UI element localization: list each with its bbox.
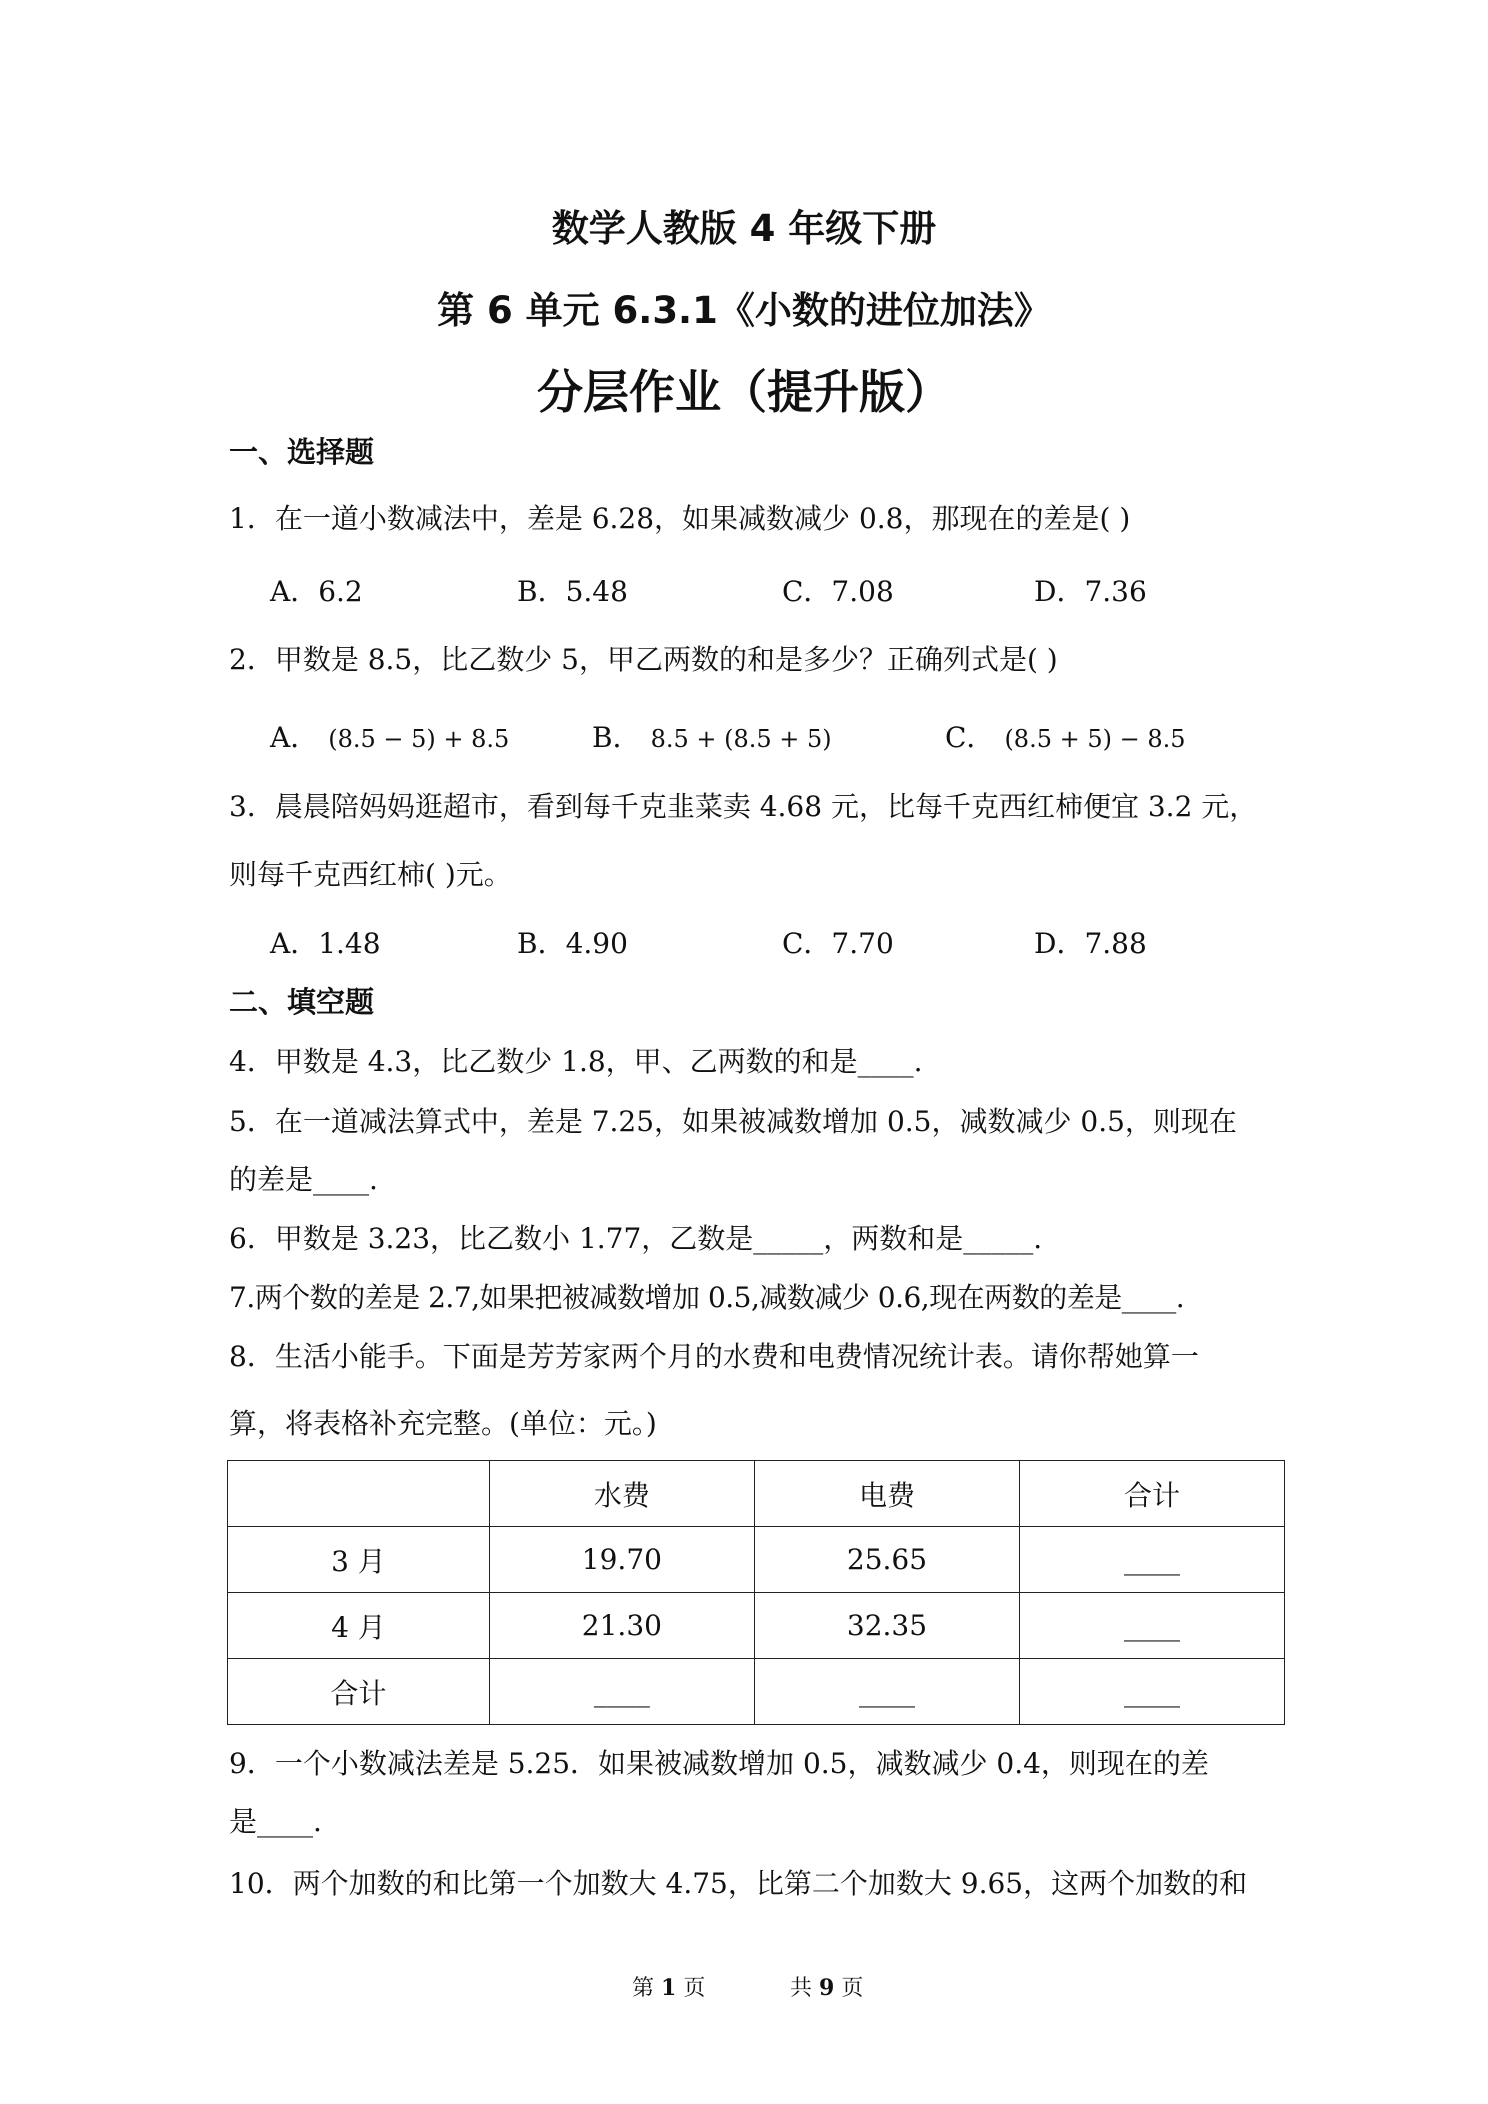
question-8-line-2: 算，将表格补充完整。(单位：元。) <box>229 1407 657 1440</box>
footer-prefix: 第 <box>632 1976 655 2001</box>
title-unit: 第 6 单元 6.3.1《小数的进位加法》 <box>437 289 1051 332</box>
table-header-cell: 合计 <box>1020 1461 1285 1527</box>
footer-total-prefix: 共 <box>790 1976 813 2001</box>
table-cell: 合计 <box>228 1659 490 1725</box>
table-blank-cell: ____ <box>754 1659 1019 1725</box>
question-8-line-1: 8．生活小能手。下面是芳芳家两个月的水费和电费情况统计表。请你帮她算一 <box>229 1340 1199 1373</box>
q3-option-a: A．1.48 <box>270 927 381 960</box>
question-2: 2．甲数是 8.5，比乙数少 5，甲乙两数的和是多少？正确列式是( ) <box>229 643 1058 676</box>
table-cell: 25.65 <box>754 1527 1019 1593</box>
q2-option-a <box>270 716 509 756</box>
table-cell: 4 月 <box>228 1593 490 1659</box>
title-homework: 分层作业（提升版） <box>537 365 951 419</box>
q2-option-b-expr: 8.5 + (8.5 + 5) <box>650 725 832 753</box>
table-row <box>228 1593 1285 1659</box>
footer-mid: 页 <box>683 1976 706 2001</box>
question-4: 4．甲数是 4.3，比乙数少 1.8，甲、乙两数的和是____. <box>229 1045 923 1078</box>
section-choice: 一、选择题 <box>229 435 375 469</box>
question-6: 6．甲数是 3.23，比乙数小 1.77，乙数是_____，两数和是_____. <box>229 1222 1043 1255</box>
q2-option-b <box>592 716 832 756</box>
section-fill-blank: 二、填空题 <box>229 985 375 1019</box>
question-5-line-1: 5．在一道减法算式中，差是 7.25，如果被减数增加 0.5，减数减少 0.5，则现在 <box>229 1105 1237 1138</box>
footer-page: 1 <box>661 1975 677 2001</box>
q2-option-c-label: C． <box>945 721 995 754</box>
page-number <box>632 1971 705 2002</box>
table-cell: 32.35 <box>754 1593 1019 1659</box>
question-3-line-1: 3．晨晨陪妈妈逛超市，看到每千克韭菜卖 4.68 元，比每千克西红柿便宜 3.2 元， <box>229 790 1258 823</box>
q2-option-b-label: B． <box>592 721 641 754</box>
question-10: 10．两个加数的和比第一个加数大 4.75，比第二个加数大 9.65，这两个加数的和 <box>229 1867 1248 1900</box>
table-cell: 3 月 <box>228 1527 490 1593</box>
footer-total: 9 <box>819 1975 835 2001</box>
q1-option-a: A．6.2 <box>270 575 363 608</box>
question-5-line-2: 的差是____. <box>229 1163 378 1196</box>
question-9-line-1: 9．一个小数减法差是 5.25．如果被减数增加 0.5，减数减少 0.4，则现在的差 <box>229 1747 1209 1780</box>
q2-option-a-expr: (8.5 − 5) + 8.5 <box>328 725 510 753</box>
question-3-line-2: 则每千克西红柿( )元。 <box>229 858 512 891</box>
table-cell: 19.70 <box>489 1527 754 1593</box>
q1-option-d: D．7.36 <box>1034 575 1147 608</box>
table-header-cell: 电费 <box>754 1461 1019 1527</box>
q2-option-c <box>945 716 1186 756</box>
q1-option-b: B．5.48 <box>517 575 628 608</box>
page-total <box>790 1971 863 2002</box>
table-row <box>228 1659 1285 1725</box>
q3-option-b: B．4.90 <box>517 927 628 960</box>
table-blank-cell: ____ <box>1020 1527 1285 1593</box>
question-7: 7.两个数的差是 2.7,如果把被减数增加 0.5,减数减少 0.6,现在两数的差是____. <box>229 1281 1185 1314</box>
fee-table <box>227 1460 1285 1725</box>
footer-suffix: 页 <box>841 1976 864 2001</box>
table-header-cell: 水费 <box>489 1461 754 1527</box>
q3-option-d: D．7.88 <box>1034 927 1147 960</box>
table-header-row <box>228 1461 1285 1527</box>
table-cell: 21.30 <box>489 1593 754 1659</box>
q3-option-c: C．7.70 <box>782 927 894 960</box>
table-blank-cell: ____ <box>1020 1593 1285 1659</box>
question-1: 1．在一道小数减法中，差是 6.28，如果减数减少 0.8，那现在的差是( ) <box>229 502 1131 535</box>
table-header-cell <box>228 1461 490 1527</box>
title-grade: 数学人教版 4 年级下册 <box>551 207 937 250</box>
q2-option-a-label: A． <box>270 721 319 754</box>
table-blank-cell: ____ <box>1020 1659 1285 1725</box>
q1-option-c: C．7.08 <box>782 575 894 608</box>
table-row <box>228 1527 1285 1593</box>
q2-option-c-expr: (8.5 + 5) − 8.5 <box>1004 725 1186 753</box>
table-blank-cell: ____ <box>489 1659 754 1725</box>
question-9-line-2: 是____. <box>229 1805 322 1838</box>
